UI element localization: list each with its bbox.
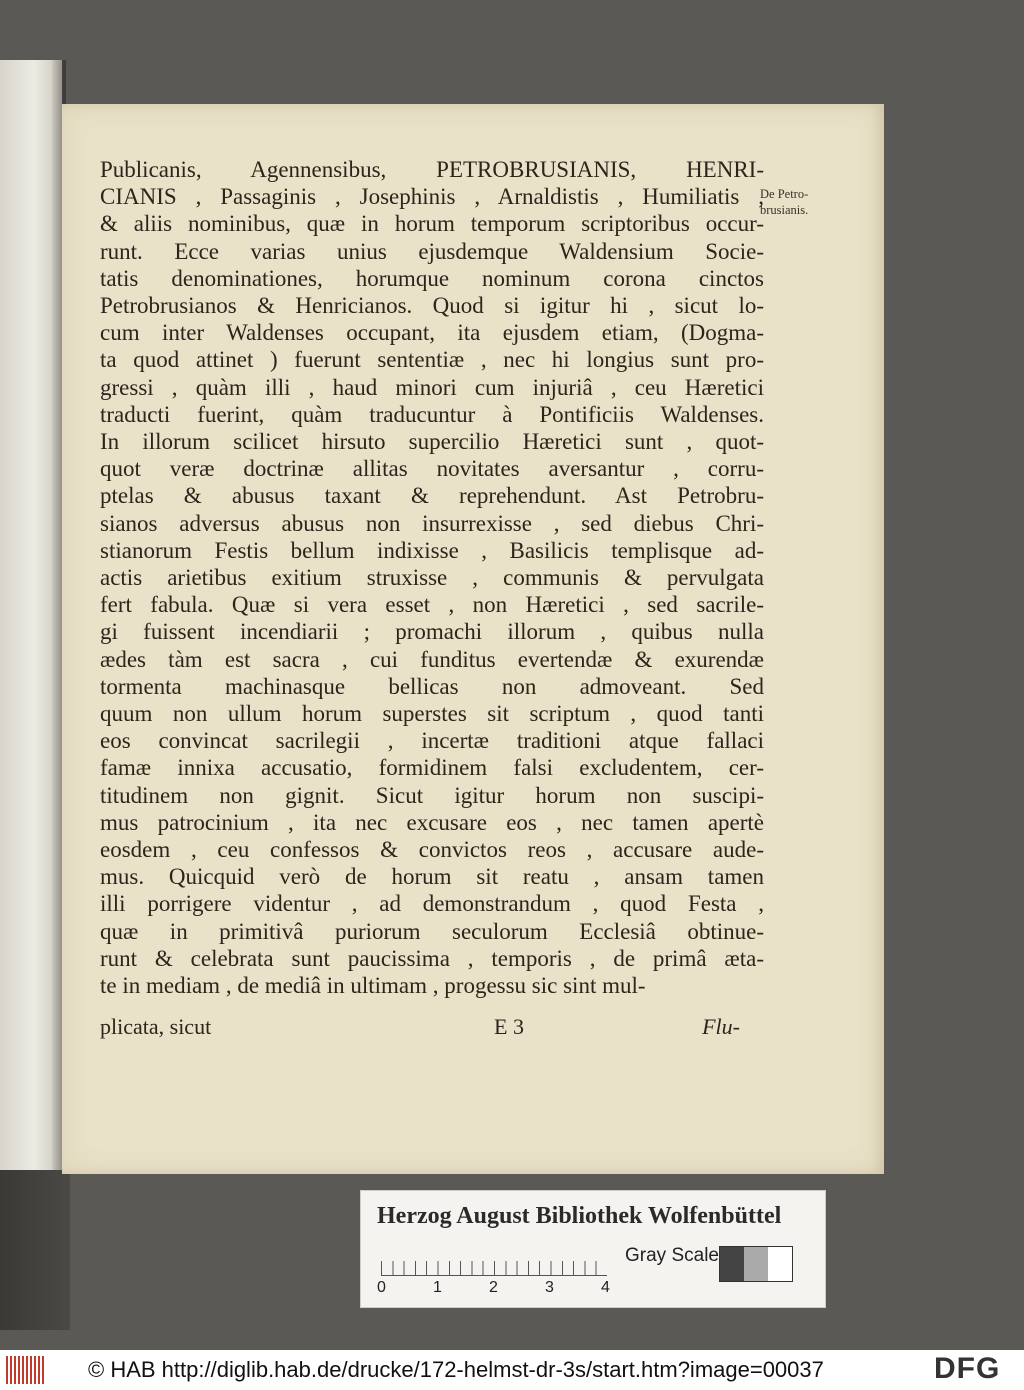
color-target-card xyxy=(360,1190,826,1308)
gray-scale-swatches xyxy=(719,1246,793,1282)
catchword-right: Flu- xyxy=(702,1014,740,1039)
copyright-link[interactable]: © HAB http://diglib.hab.de/drucke/172-helmst-dr-3s/start.htm?image=00037 xyxy=(88,1357,824,1382)
ruler-number: 0 xyxy=(377,1279,386,1296)
text-line: tormenta machinasque bellicas non admoveant. Sed xyxy=(100,673,764,699)
scale-ruler xyxy=(381,1243,607,1276)
text-line: tatis denominationes, horumque nominum corona cinctos xyxy=(100,265,764,291)
text-line: eos convincat sacrilegii , incertæ traditioni atque fallaci xyxy=(100,728,764,754)
text-line: ptelas & abusus taxant & reprehendunt. Ast Petrobru- xyxy=(100,483,764,509)
text-line: illi porrigere videntur , ad demonstrandum , quod Festa , xyxy=(100,891,764,917)
footer-bar xyxy=(0,1350,1024,1390)
text-line: gressi , quàm illi , haud minori cum injuriâ , ceu Hæretici xyxy=(100,374,764,400)
library-name: Herzog August Bibliothek Wolfenbüttel xyxy=(377,1203,782,1229)
text-line: cum inter Waldenses occupant, ita ejusdem etiam, (Dogma- xyxy=(100,320,764,346)
page-text xyxy=(100,156,764,999)
text-line: ta quod attinet ) fuerunt sententiæ , nec hi longius sunt pro- xyxy=(100,347,764,373)
ruler-number: 3 xyxy=(545,1279,554,1296)
text-line: gi fuissent incendiarii ; promachi illorum , quibus nulla xyxy=(100,619,764,645)
text-line: quum non ullum horum superstes sit scriptum , quod tanti xyxy=(100,701,764,727)
gray-swatch-mid xyxy=(744,1247,768,1281)
signature-mark: E 3 xyxy=(494,1014,524,1039)
scan-lower-left xyxy=(0,1170,70,1330)
gray-swatch-dark xyxy=(720,1247,744,1281)
dfg-logo: DFG xyxy=(934,1352,1001,1385)
text-line: runt & celebrata sunt paucissima , temporis , de primâ æta- xyxy=(100,945,764,971)
ruler-number: 2 xyxy=(489,1279,498,1296)
text-line: Petrobrusianos & Henricianos. Quod si igitur hi , sicut lo- xyxy=(100,293,764,319)
barcode-icon xyxy=(6,1356,46,1384)
text-line: In illorum scilicet hirsuto supercilio Hæretici sunt , quot- xyxy=(100,429,764,455)
text-line: eosdem , ceu confessos & convictos reos , accusare aude- xyxy=(100,837,764,863)
text-line: ædes tàm est sacra , cui funditus evertendæ & exurendæ xyxy=(100,646,764,672)
text-line: titudinem non gignit. Sicut igitur horum non suscipi- xyxy=(100,782,764,808)
text-line: Publicanis, Agennensibus, PETROBRUSIANIS, HENRI- xyxy=(100,157,764,182)
text-line: actis arietibus exitium struxisse , communis & pervulgata xyxy=(100,565,764,591)
page-footer xyxy=(100,1014,740,1044)
margin-note-line: brusianis. xyxy=(760,203,809,217)
margin-note xyxy=(760,186,850,218)
text-line: stianorum Festis bellum indixisse , Basilicis templisque ad- xyxy=(100,537,764,563)
ruler-number: 1 xyxy=(433,1279,442,1296)
text-line: te in mediam , de mediâ in ultimam , progessu sic sint mul- xyxy=(100,973,646,999)
text-line: traducti fuerint, quàm traducuntur à Pontificiis Waldenses. xyxy=(100,401,764,427)
text-line: sianos adversus abusus non insurrexisse , sed diebus Chri- xyxy=(100,510,764,536)
text-line: quot veræ doctrinæ allitas novitates aversantur , corru- xyxy=(100,456,764,482)
text-line: & aliis nominibus, quæ in horum temporum scriptoribus occur- xyxy=(100,211,764,237)
text-line: fert fabula. Quæ si vera esset , non Hæretici , sed sacrile- xyxy=(100,592,764,618)
catchword-left: plicata, sicut xyxy=(100,1014,212,1039)
text-line: CIANIS , Passaginis , Josephinis , Arnaldistis , Humiliatis , xyxy=(100,184,764,210)
gray-scale-label: Gray Scale xyxy=(625,1245,719,1266)
text-line: quæ in primitivâ puriorum seculorum Ecclesiâ obtinue- xyxy=(100,918,764,944)
text-line: runt. Ecce varias unius ejusdemque Waldensium Socie- xyxy=(100,238,764,264)
gray-swatch-light xyxy=(768,1247,792,1281)
margin-note-line: De Petro- xyxy=(760,187,809,201)
text-line: famæ innixa accusatio, formidinem falsi excludentem, cer- xyxy=(100,755,764,781)
text-line: mus. Quicquid verò de horum sit reatu , ansam tamen xyxy=(100,864,764,890)
ruler-number: 4 xyxy=(601,1279,610,1296)
text-line: mus patrocinium , ita nec excusare eos , nec tamen apertè xyxy=(100,809,764,835)
